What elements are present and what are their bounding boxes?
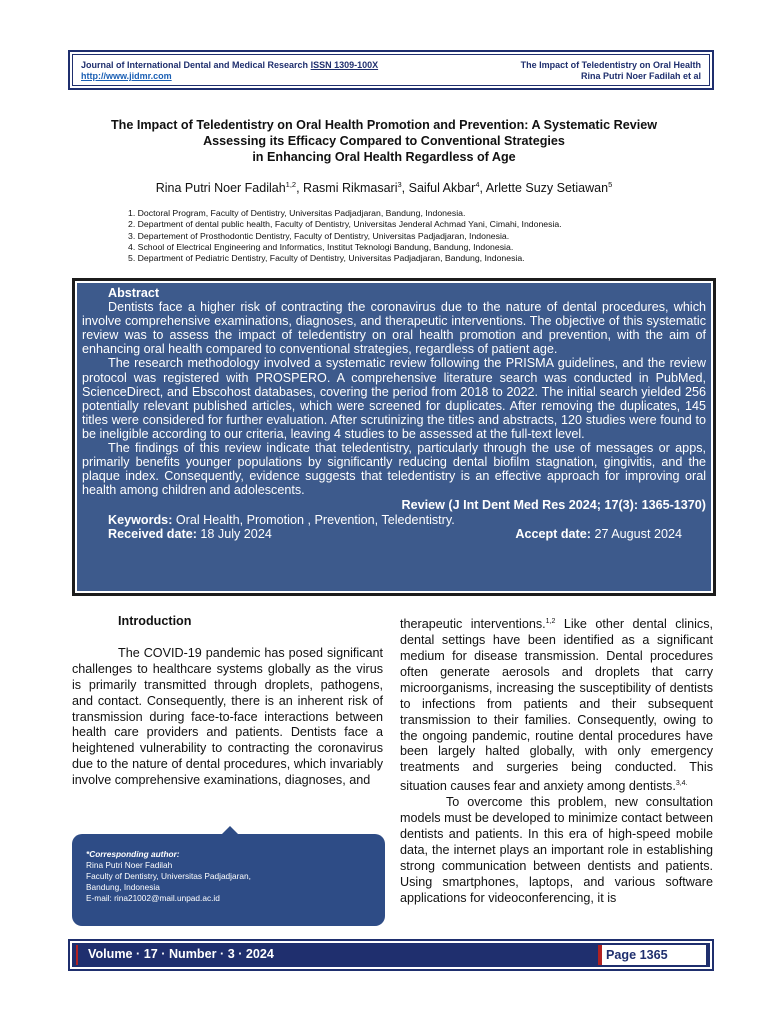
abstract-box	[72, 278, 716, 596]
affiliation-item: 3. Departement of Prosthodontic Dentistry, Faculty of Dentistry, Universitas Padjadjaran, Indonesia.	[128, 230, 510, 241]
author-name: Rina Putri Noer Fadilah	[155, 181, 286, 196]
affiliation-item: 2. Department of dental public health, Faculty of Dentistry, Universitas Jenderal Achmad Yani, Cimahi, Indonesia.	[128, 219, 562, 230]
callout-notch	[222, 826, 238, 834]
body-paragraph: The COVID-19 pandemic has posed significant challenges to healthcare systems globally as the virus is primarily transmitted through droplets, pathogens, and contact. Consequently, there is an inherent risk of transmission during face-to-face interactions between health care providers and patients. Dentists face a heightened vulnerability to contracting the coronavirus due to the nature of dental procedures, which invariably involve comprehensive examinations, diagnoses, and	[72, 645, 383, 788]
journal-header	[68, 50, 714, 90]
affiliation-list	[128, 208, 708, 264]
running-head	[521, 60, 701, 82]
page-number: Page 1365	[598, 945, 706, 965]
corresponding-city: Bandung, Indonesia	[86, 882, 160, 892]
journal-name: Journal of International Dental and Medical Research	[81, 60, 309, 70]
dates-line	[82, 527, 706, 541]
citation-ref[interactable]: 1,2	[545, 618, 556, 625]
author-affil-sup: 4	[475, 180, 480, 189]
introduction-heading: Introduction	[118, 614, 192, 628]
body-paragraph	[400, 614, 713, 795]
accept-date	[515, 527, 682, 541]
accept-label: Accept date:	[515, 526, 591, 541]
footer-accent	[76, 945, 78, 965]
author-affil-sup: 3	[397, 180, 402, 189]
title-line-1: The Impact of Teledentistry on Oral Health Promotion and Prevention: A Systematic Review	[110, 118, 658, 132]
abstract-heading: Abstract	[108, 286, 160, 300]
running-authors: Rina Putri Noer Fadilah et al	[580, 71, 701, 81]
author-affil-sup: 1,2	[285, 180, 297, 189]
article-title	[40, 117, 728, 165]
author-name: Rasmi Rikmasari	[303, 181, 398, 196]
author-affil-sup: 5	[608, 180, 613, 189]
body-paragraph: To overcome this problem, new consultation models must be developed to minimize contact between dentists and patients. In this era of high-speed mobile data, the internet plays an important role in establishing strong communication between dentists and patients. Using smartphones, laptops, and various software applications for videoconferencing, it is	[400, 795, 713, 905]
review-citation: Review (J Int Dent Med Res 2024; 17(3): 1365-1370)	[401, 498, 706, 513]
paragraph-text: therapeutic interventions.	[400, 617, 546, 632]
journal-header-inner	[72, 54, 710, 86]
title-line-3: in Enhancing Oral Health Regardless of Age	[252, 150, 516, 164]
volume-info: Volume · 17 · Number · 3 · 2024	[88, 947, 274, 961]
affiliation-item: 1. Doctoral Program, Faculty of Dentistry, Universitas Padjadjaran, Bandung, Indonesia.	[128, 208, 466, 218]
author-name: Arlette Suzy Setiawan	[485, 181, 609, 196]
issn-link[interactable]: ISSN 1309-100X	[310, 60, 379, 70]
keywords-line	[82, 513, 706, 527]
footer-bar	[72, 943, 710, 967]
abstract-paragraph: Dentists face a higher risk of contracting the coronavirus due to the nature of dental procedures, which involve comprehensive examinations, diagnoses, and therapeutic interventions. The objective of this systematic review was to assess the impact of teledentistry on oral health promotion and prevention, with the aim of enhancing oral health compared to conventional strategies, regardless of patient age.	[82, 300, 706, 357]
corresponding-author-title: *Corresponding author:	[86, 849, 180, 859]
page-footer	[68, 939, 714, 971]
body-left-column	[72, 614, 383, 789]
abstract-paragraph: The findings of this review indicate that teledentistry, particularly through the use of messages or apps, primarily benefits younger populations by significantly reducing dental biofilm stagnation, gingivitis, and the plaque index. Consequently, evidence suggests that teledentistry is an effective approach for improving oral health among children and adolescents.	[82, 441, 706, 498]
corresponding-email[interactable]: E-mail: rina21002@mail.unpad.ac.id	[86, 893, 220, 903]
abstract-paragraph: The research methodology involved a systematic review following the PRISMA guidelines, and the review protocol was registered with PROSPERO. A comprehensive literature search was conducted in PubMed, ScienceDirect, and Ebscohost databases, covering the period from 2018 to 2022. The initial search yielded 256 potentially relevant published articles, which were screened for duplicates. After removing the duplicates, 145 titles were considered for further evaluation. After scrutinizing the titles and abstracts, 120 studies were found to be ineligible according to our criteria, leaving 4 studies to be assessed at the full-text level.	[82, 356, 706, 441]
running-title: The Impact of Teledentistry on Oral Health	[520, 60, 701, 70]
title-line-2: Assessing its Efficacy Compared to Conventional Strategies	[203, 134, 565, 148]
keywords-label: Keywords:	[108, 512, 173, 527]
keywords-value: Oral Health, Promotion , Prevention, Teledentistry.	[175, 512, 455, 527]
corresponding-name: Rina Putri Noer Fadilah	[86, 860, 173, 870]
received-date	[108, 527, 272, 541]
affiliation-item: 5. Department of Pediatric Dentistry, Faculty of Dentistry, Universitas Padjadjaran, Bandung, Indonesia.	[128, 253, 525, 264]
body-right-column	[400, 614, 713, 907]
journal-url-link[interactable]: http://www.jidmr.com	[81, 71, 172, 81]
abstract-panel	[77, 283, 711, 591]
corresponding-author-box	[72, 834, 385, 926]
affiliation-item: 4. School of Electrical Engineering and Informatics, Institut Teknologi Bandung, Bandung, Indonesia.	[128, 241, 514, 252]
author-list: Rina Putri Noer Fadilah$^{1,2}$, Rasmi Rikmasari$^3$, Saiful Akbar$^4$, Arlette Suzy Setiawan$^5$	[155, 180, 613, 196]
paragraph-text: Like other dental clinics, dental settings have been identified as a significant medium for disease transmission. Dental procedures often generate aerosols and droplets that carry microorganisms, increasing the susceptibility of dentists to infections from patients and their subsequent transmission to their families. Consequently, owing to the ongoing pandemic, routine dental procedures have been largely halted globally, with only emergency treatments and surgeries being conducted. This situation causes fear and anxiety among dentists.	[400, 617, 714, 794]
author-name: Saiful Akbar	[408, 181, 476, 196]
received-label: Received date:	[108, 526, 197, 541]
accept-value: 27 August 2024	[594, 526, 682, 541]
corresponding-affiliation: Faculty of Dentistry, Universitas Padjadjaran,	[86, 871, 251, 881]
journal-info	[81, 60, 378, 82]
citation-ref[interactable]: 3,4.	[675, 780, 688, 788]
received-value: 18 July 2024	[200, 526, 272, 541]
